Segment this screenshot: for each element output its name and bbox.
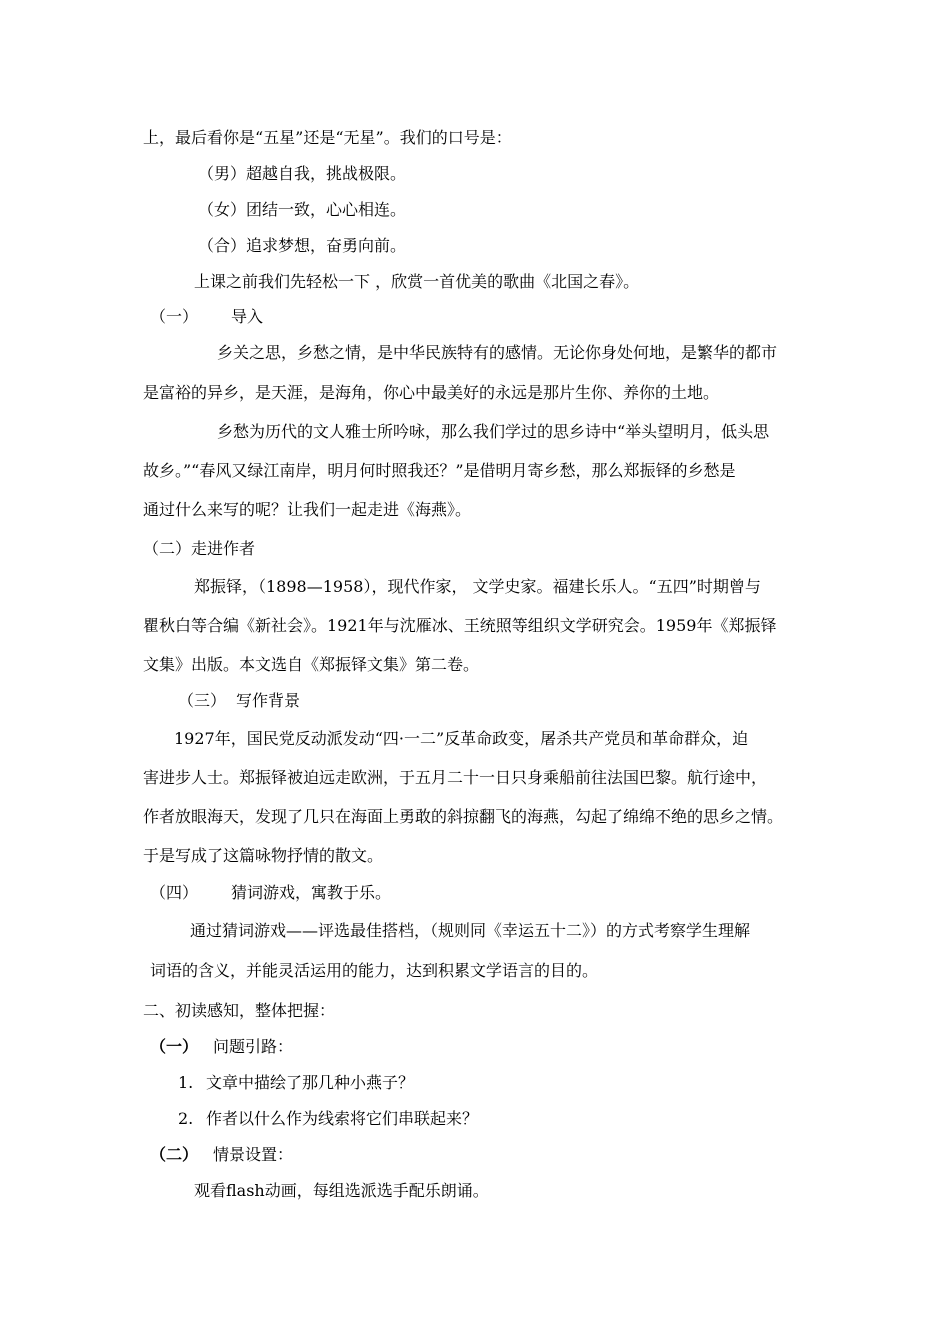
section-number: （一）	[150, 1037, 199, 1056]
paragraph-line: 郑振铎，（1898—1958），现代作家， 文学史家。福建长乐人。“五四”时期曾与	[194, 577, 761, 596]
slogan-together: （合）追求梦想，奋勇向前。	[198, 236, 407, 255]
paragraph-line: 乡关之思，乡愁之情，是中华民族特有的感情。无论你身处何地，是繁华的都市	[217, 343, 778, 362]
section-heading: 情景设置：	[213, 1145, 294, 1164]
slogan-male: （男）超越自我，挑战极限。	[198, 164, 407, 183]
section-number: （四）	[150, 883, 199, 902]
section-number: （三）	[178, 691, 227, 710]
section-heading: 问题引路：	[213, 1037, 294, 1056]
paragraph-line: 文集》出版。本文选自《郑振铎文集》第二卷。	[143, 655, 480, 674]
section-heading: 导入	[231, 307, 264, 326]
list-number: 1.	[178, 1073, 194, 1092]
part-heading: 二、初读感知，整体把握：	[143, 1001, 336, 1020]
text-line: 上课之前我们先轻松一下 ，欣赏一首优美的歌曲《北国之春》。	[194, 272, 640, 291]
section-number: （一）	[150, 307, 199, 326]
paragraph-line: 通过猜词游戏——评选最佳搭档，（规则同《幸运五十二》）的方式考察学生理解	[190, 921, 751, 940]
paragraph-line: 观看flash动画，每组选派选手配乐朗诵。	[194, 1181, 489, 1200]
paragraph-line: 作者放眼海天，发现了几只在海面上勇敢的斜掠翻飞的海燕，勾起了绵绵不绝的思乡之情。	[143, 807, 784, 826]
list-number: 2.	[178, 1109, 194, 1128]
paragraph-line: 乡愁为历代的文人雅士所吟咏，那么我们学过的思乡诗中“举头望明月，低头思	[217, 422, 770, 441]
paragraph-line: 1927年，国民党反动派发动“四·一二”反革命政变，屠杀共产党员和革命群众，迫	[174, 729, 749, 748]
list-item: 作者以什么作为线索将它们串联起来？	[206, 1109, 479, 1128]
paragraph-line: 故乡。”“春风又绿江南岸，明月何时照我还？”是借明月寄乡愁，那么郑振铎的乡愁是	[143, 461, 736, 480]
text-line: 上，最后看你是“五星”还是“无星”。我们的口号是：	[143, 128, 512, 147]
paragraph-line: 瞿秋白等合编《新社会》。1921年与沈雁冰、王统照等组织文学研究会。1959年《郑振铎	[143, 616, 777, 635]
section-heading: 写作背景	[236, 691, 301, 710]
paragraph-line: 词语的含义，并能灵活运用的能力，达到积累文学语言的目的。	[150, 961, 599, 980]
paragraph-line: 是富裕的异乡，是天涯，是海角，你心中最美好的永远是那片生你、养你的土地。	[143, 383, 720, 402]
list-item: 文章中描绘了那几种小燕子？	[206, 1073, 415, 1092]
paragraph-line: 通过什么来写的呢？让我们一起走进《海燕》。	[143, 500, 472, 519]
section-heading: （二）走进作者	[143, 539, 256, 558]
paragraph-line: 于是写成了这篇咏物抒情的散文。	[143, 846, 384, 865]
section-heading: 猜词游戏，寓教于乐。	[231, 883, 392, 902]
slogan-female: （女）团结一致，心心相连。	[198, 200, 407, 219]
paragraph-line: 害进步人士。郑振铎被迫远走欧洲，于五月二十一日只身乘船前往法国巴黎。航行途中，	[143, 768, 768, 787]
section-number: （二）	[150, 1145, 199, 1164]
